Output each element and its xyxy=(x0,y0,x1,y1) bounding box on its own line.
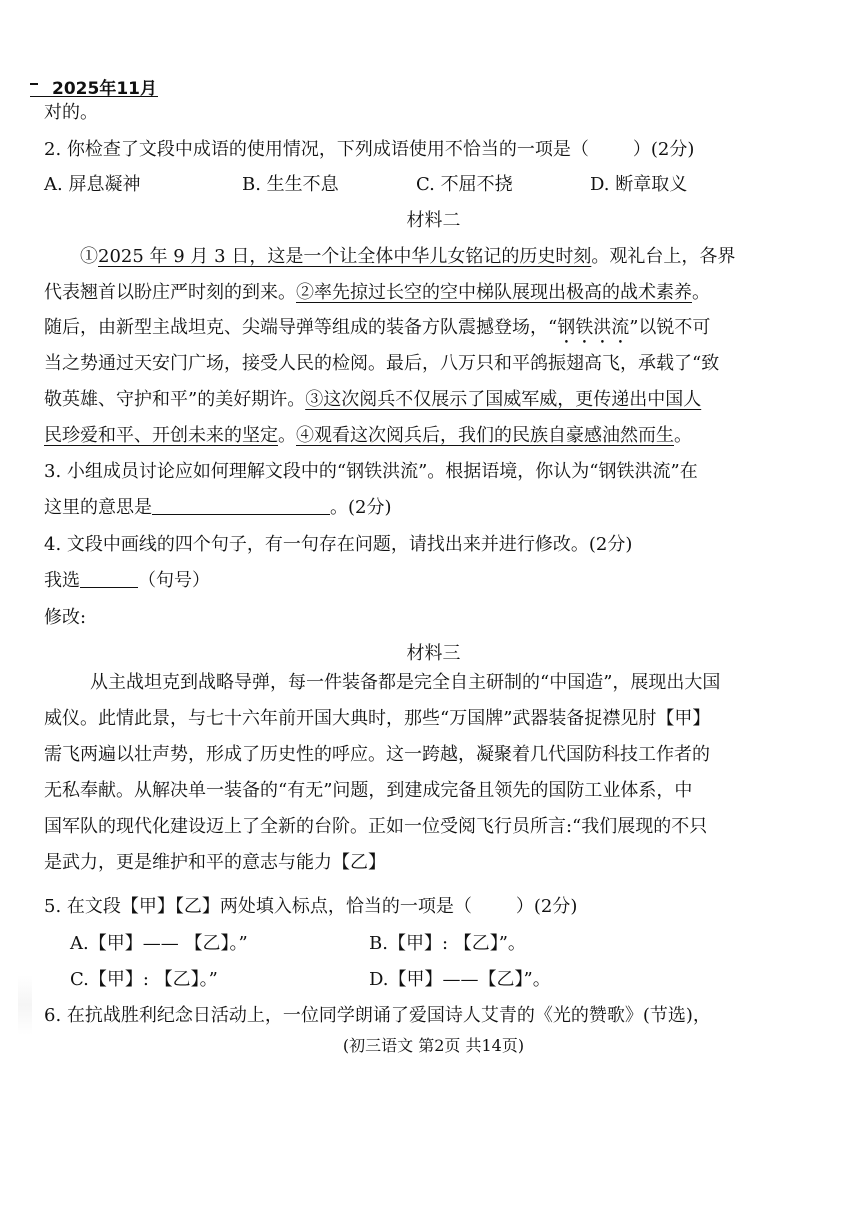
q5-option-b: B.【甲】: 【乙】”。 xyxy=(369,933,526,954)
material-2-line-2 xyxy=(44,281,710,305)
q2-option-b: B. 生生不息 xyxy=(242,174,339,195)
q5-option-d: D.【甲】——【乙】”。 xyxy=(369,969,551,990)
text: 随后，由新型主战坦克、尖端导弹等组成的装备方队震撼登场，“ xyxy=(44,317,558,338)
material-2-line-4: 当之势通过天安门广场，接受人民的检阅。最后，八万只和平鸽振翅高飞，承载了“致 xyxy=(44,353,720,374)
question-2-score: ）(2分) xyxy=(632,139,695,160)
text: ）(2分) xyxy=(515,896,578,917)
continued-text: 对的。 xyxy=(44,102,98,123)
q2-option-a: A. 屏息凝神 xyxy=(44,174,141,195)
material-3-line-2: 威仪。此情此景，与七十六年前开国大典时，那些“万国牌”武器装备捉襟见肘【甲】 xyxy=(44,708,711,729)
header-rule xyxy=(30,96,158,97)
text: 。 xyxy=(278,425,296,446)
question-3: 3. 小组成员讨论应如何理解文段中的“钢铁洪流”。根据语境，你认为“钢铁洪流”在 xyxy=(44,461,698,482)
text: 5. 在文段【甲】【乙】两处填入标点，恰当的一项是（ xyxy=(44,896,472,917)
question-4-choose xyxy=(44,569,210,593)
sentence-number-blank[interactable] xyxy=(80,569,138,588)
material-3-line-6: 是武力，更是维护和平的意志与能力【乙】 xyxy=(44,852,386,873)
text: ”以锐不可 xyxy=(629,317,711,338)
question-2 xyxy=(44,138,694,162)
q5-option-c: C.【甲】: 【乙】。” xyxy=(70,969,218,990)
corner-mark xyxy=(30,83,38,95)
q5-option-a: A.【甲】—— 【乙】。” xyxy=(70,933,248,954)
text: （句号） xyxy=(138,570,210,591)
material-3-line-3: 需飞两遍以壮声势，形成了历史性的呼应。这一跨越，凝聚着几代国防科技工作者的 xyxy=(44,744,710,765)
question-4: 4. 文段中画线的四个句子，有一句存在问题，请找出来并进行修改。(2分) xyxy=(44,534,633,555)
underlined-sentence-2: ②率先掠过长空的空中梯队展现出极高的战术素养 xyxy=(296,282,692,303)
question-6: 6. 在抗战胜利纪念日活动上，一位同学朗诵了爱国诗人艾青的《光的赞歌》(节选)， xyxy=(44,1005,711,1026)
q2-option-c: C. 不屈不挠 xyxy=(416,174,513,195)
text: 代表翘首以盼庄严时刻的到来。 xyxy=(44,282,296,303)
date-text: 2025年11月 xyxy=(52,79,157,99)
scan-smudge xyxy=(18,975,32,1035)
material-3-line-5: 国军队的现代化建设迈上了全新的台阶。正如一位受阅飞行员所言:“我们展现的不只 xyxy=(44,816,708,837)
material-3-line-1: 从主战坦克到战略导弹，每一件装备都是完全自主研制的“中国造”，展现出大国 xyxy=(90,672,721,693)
text: 。 xyxy=(674,425,692,446)
material-2-line-3 xyxy=(44,316,710,348)
material-3-title: 材料三 xyxy=(406,643,461,664)
text: 。 xyxy=(692,282,710,303)
text: 敬英雄、守护和平”的美好期许。 xyxy=(44,389,306,410)
underlined-sentence-4: ④观看这次阅兵后，我们的民族自豪感油然而生 xyxy=(296,425,674,446)
text: 我选 xyxy=(44,570,80,591)
answer-blank[interactable] xyxy=(152,496,330,515)
underlined-sentence-3: ③这次阅兵不仅展示了国威军威，更传递出中国人 xyxy=(305,389,702,410)
q2-option-d: D. 断章取义 xyxy=(590,174,688,195)
material-2-line-5 xyxy=(44,388,701,412)
text: 。观礼台上，各界 xyxy=(591,246,736,267)
question-3-line-2 xyxy=(44,496,392,520)
material-2-title: 材料二 xyxy=(406,210,461,231)
question-4-fix: 修改: xyxy=(44,607,87,628)
underlined-sentence-1: 2025 年 9 月 3 日，这是一个让全体中华儿女铭记的历史时刻 xyxy=(98,246,592,267)
text: 这里的意思是 xyxy=(44,497,152,518)
material-3-line-4: 无私奉献。从解决单一装备的“有无”问题，到建成完备且领先的国防工业体系，中 xyxy=(44,780,693,801)
emphasized-term: 钢铁洪流 xyxy=(557,317,630,338)
material-2-line-6 xyxy=(44,424,692,448)
circled-1: ① xyxy=(80,246,98,267)
question-2-text: 2. 你检查了文段中成语的使用情况，下列成语使用不恰当的一项是（ xyxy=(44,139,589,160)
question-5 xyxy=(44,895,577,919)
underlined-sentence-3-cont: 民珍爱和平、开创未来的坚定 xyxy=(44,425,278,446)
material-2-line-1 xyxy=(80,245,735,269)
text: 。(2分) xyxy=(330,497,392,518)
page-footer: (初三语文 第2页 共14页) xyxy=(342,1036,525,1055)
